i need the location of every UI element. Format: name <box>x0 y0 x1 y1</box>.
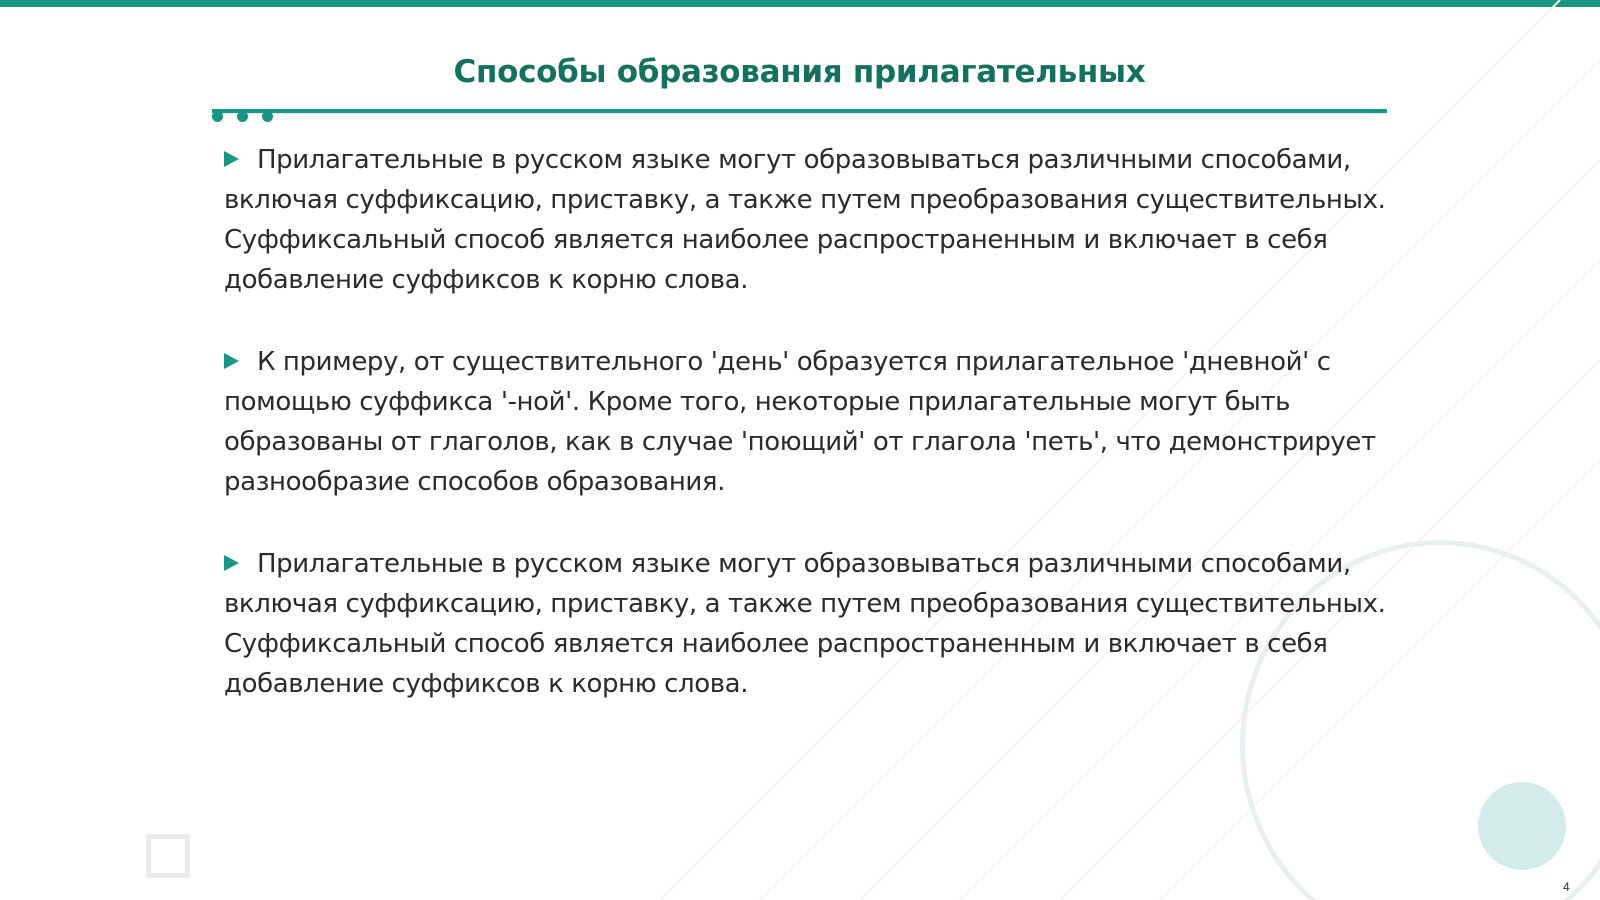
page-number: 4 <box>1563 880 1570 894</box>
slide-content <box>224 140 1394 746</box>
bullet-paragraph-3 <box>224 544 1394 704</box>
title-underline <box>212 109 1387 113</box>
bullet-paragraph-1 <box>224 140 1394 300</box>
triangle-bullet-icon <box>224 555 239 571</box>
slide-title: Способы образования прилагательных <box>453 54 1146 90</box>
bullet-paragraph-2 <box>224 342 1394 502</box>
title-dots-decoration <box>212 111 282 127</box>
triangle-bullet-icon <box>224 353 239 369</box>
decorative-square <box>146 834 190 878</box>
paragraph-text: Прилагательные в русском языке могут образовываться различными способами, включая суффиксацию, приставку, а также путем преобразования существительных. Суффиксальный способ является наиболее распространенным и включает в себя добавление суффиксов к корню слова. <box>224 145 1386 295</box>
paragraph-text: Прилагательные в русском языке могут образовываться различными способами, включая суффиксацию, приставку, а также путем преобразования существительных. Суффиксальный способ является наиболее распространенным и включает в себя добавление суффиксов к корню слова. <box>224 549 1386 699</box>
paragraph-text: К примеру, от существительного 'день' образуется прилагательное 'дневной' с помощью суффикса '-ной'. Кроме того, некоторые прилагательные могут быть образованы от глаголов, как в случае 'поющий' от глагола 'петь', что демонстрирует разнообразие способов образования. <box>224 347 1376 497</box>
decorative-circle <box>1478 782 1566 870</box>
triangle-bullet-icon <box>224 151 239 167</box>
